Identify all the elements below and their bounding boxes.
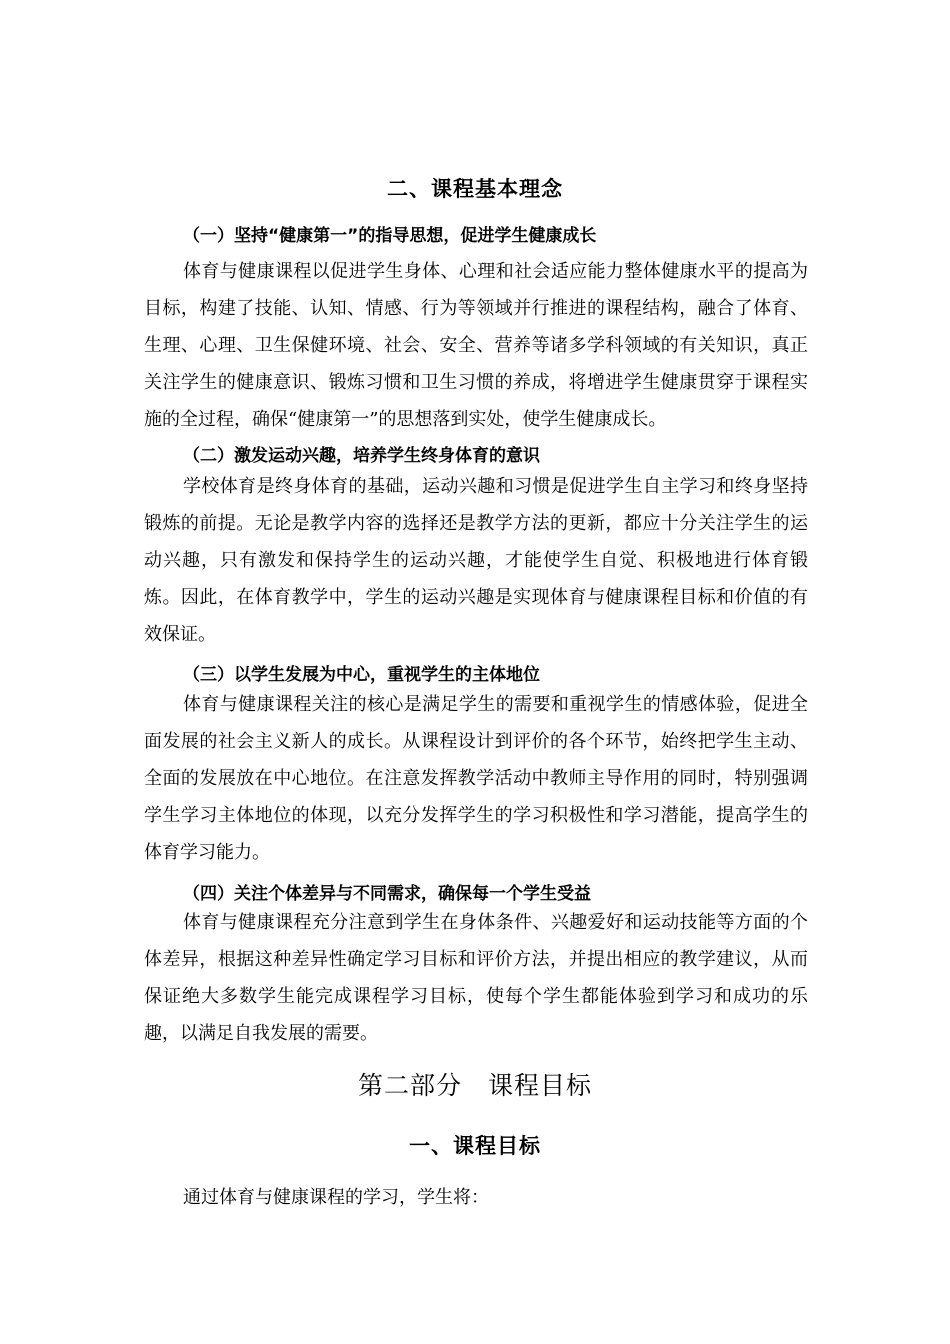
section-heading-concept: 二、课程基本理念 (387, 177, 563, 201)
goal-intro: 通过体育与健康课程的学习，学生将： (183, 1187, 489, 1208)
subsection-title-2: （二）激发运动兴趣，培养学生终身体育的意识 (183, 446, 540, 466)
paragraph-3: 体育与健康课程关注的核心是满足学生的需要和重视学生的情感体验，促进全面发展的社会主义新人的成长。从课程设计到评价的各个环节，始终把学生主动、全面的发展放在中心地位。在注意发挥教学活动中教师主导作用的同时，特别强调学生学习主体地位的体现，以充分发挥学生的学习积极性和学习潜能，提高学生的体育学习能力。 (144, 694, 808, 863)
paragraph-2: 学校体育是终身体育的基础，运动兴趣和习惯是促进学生自主学习和终身坚持锻炼的前提。无论是教学内容的选择还是教学方法的更新，都应十分关注学生的运动兴趣，只有激发和保持学生的运动兴趣，才能使学生自觉、积极地进行体育锻炼。因此，在体育教学中，学生的运动兴趣是实现体育与健康课程目标和价值的有效保证。 (144, 476, 808, 645)
paragraph-1: 体育与健康课程以促进学生身体、心理和社会适应能力整体健康水平的提高为目标，构建了技能、认知、情感、行为等领域并行推进的课程结构，融合了体育、生理、心理、卫生保健环境、社会、安全、营养等诸多学科领域的有关知识，真正关注学生的健康意识、锻炼习惯和卫生习惯的养成，将增进学生健康贯穿于课程实施的全过程，确保“健康第一”的思想落到实处，使学生健康成长。 (144, 261, 808, 430)
section-heading-goal: 一、课程目标 (409, 1134, 541, 1158)
subsection-title-4: （四）关注个体差异与不同需求，确保每一个学生受益 (183, 884, 591, 904)
subsection-title-3: （三）以学生发展为中心，重视学生的主体地位 (183, 665, 540, 685)
subsection-title-1: （一）坚持“健康第一”的指导思想，促进学生健康成长 (183, 226, 597, 246)
paragraph-4: 体育与健康课程充分注意到学生在身体条件、兴趣爱好和运动技能等方面的个体差异，根据这种差异性确定学习目标和评价方法，并提出相应的教学建议，从而保证绝大多数学生能完成课程学习目标，使每个学生都能体验到学习和成功的乐趣，以满足自我发展的需要。 (144, 912, 808, 1044)
part-title: 第二部分 课程目标 (357, 1071, 592, 1100)
